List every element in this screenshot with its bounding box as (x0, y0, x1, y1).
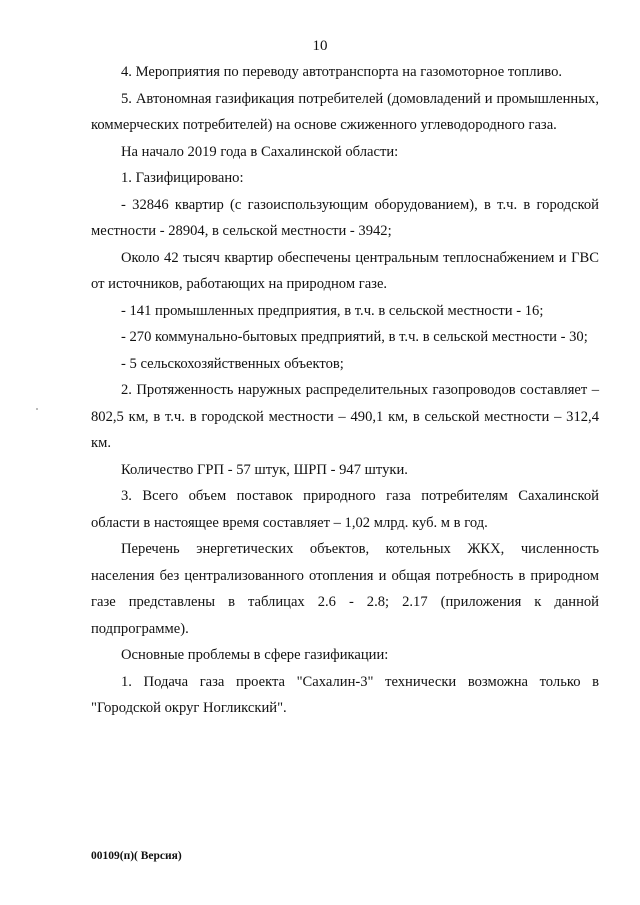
paragraph-tables-reference: Перечень энергетических объектов, котельных ЖКХ, численность населения без централизованного отопления и общая потребность в природном газе представлены в таблицах 2.6 - 2.8; 2.17 (приложения к данной подпрограмме). (91, 541, 599, 637)
margin-mark (36, 408, 38, 410)
paragraph-measure-5: 5. Автономная газификация потребителей (домовладений и промышленных, коммерческих потребителей) на основе сжиженного углеводородного газа. (91, 90, 599, 133)
paragraph-problem-1: 1. Подача газа проекта "Сахалин-3" технически возможна только в "Городской округ Ногликский". (91, 673, 599, 716)
paragraph-central-heating: Около 42 тысяч квартир обеспечены центральным теплоснабжением и ГВС от источников, работающих на природном газе. (91, 249, 599, 292)
paragraph-industrial: - 141 промышленных предприятия, в т.ч. в сельской местности - 16; (121, 302, 544, 319)
paragraph-supply-volume: 3. Всего объем поставок природного газа потребителям Сахалинской области в настоящее время составляет – 1,02 млрд. куб. м в год. (91, 488, 599, 531)
paragraph-status-intro: На начало 2019 года в Сахалинской области: (121, 143, 399, 160)
paragraph-grp-count: Количество ГРП - 57 штук, ШРП - 947 штуки. (121, 461, 408, 478)
paragraph-measure-4: 4. Мероприятия по переводу автотранспорта на газомоторное топливо. (121, 64, 563, 80)
paragraph-gasified-heading: 1. Газифицировано: (121, 170, 244, 186)
document-footer-code: 00109(п)( Версия) (91, 850, 182, 862)
paragraph-pipelines: 2. Протяженность наружных распределительных газопроводов составляет – 802,5 км, в т.ч. в городской местности – 490,1 км, в сельской местности – 312,4 км. (91, 382, 599, 451)
paragraph-communal: - 270 коммунально-бытовых предприятий, в т.ч. в сельской местности - 30; (121, 329, 588, 345)
document-body (91, 59, 599, 722)
paragraph-apartments: - 32846 квартир (с газоиспользующим оборудованием), в т.ч. в городской местности - 28904, в сельской местности - 3942; (91, 196, 599, 239)
page-number: 10 (312, 38, 328, 54)
paragraph-problems-heading: Основные проблемы в сфере газификации: (121, 647, 389, 663)
paragraph-agricultural: - 5 сельскохозяйственных объектов; (121, 355, 344, 372)
